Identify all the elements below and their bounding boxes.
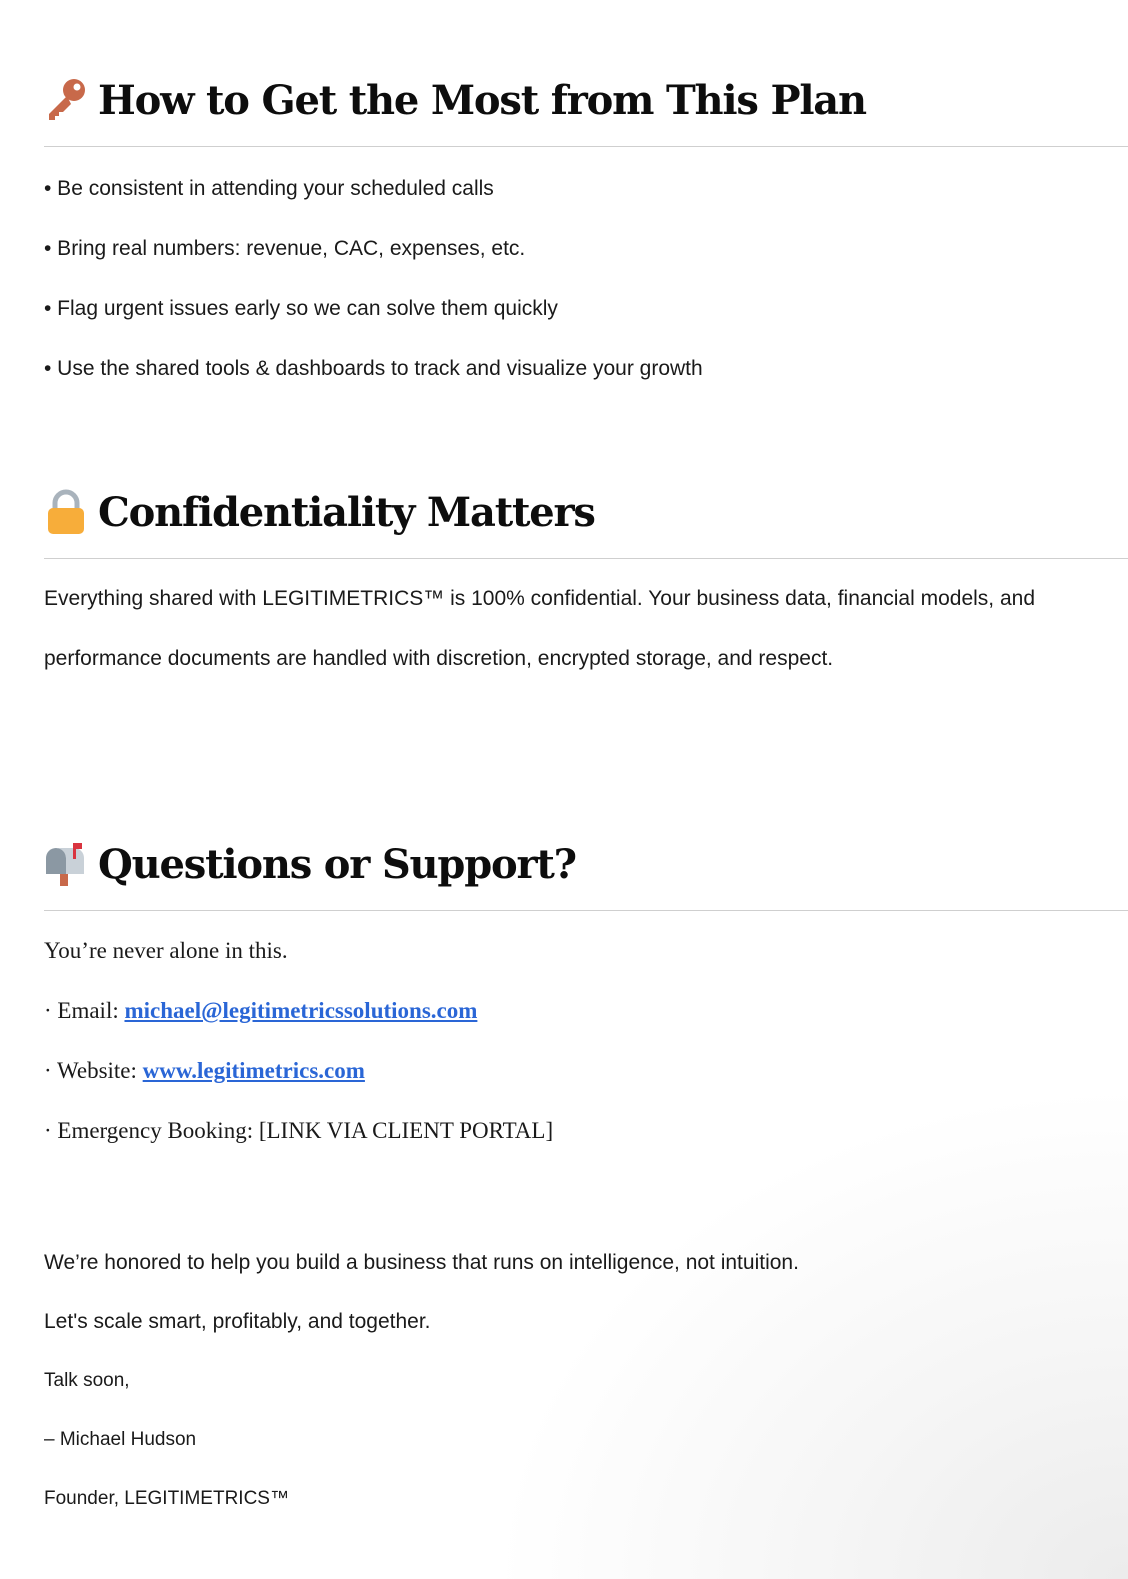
confidentiality-body: Everything shared with LEGITIMETRICS™ is 100% confidential. Your business data, financial models, and performance documents are handled with discretion, encrypted storage, and respect. [44,587,1036,670]
signature-name: – Michael Hudson [44,1429,197,1450]
website-line [44,1041,1128,1101]
list-item: • Flag urgent issues early so we can solve them quickly [44,297,558,320]
mailbox-icon [44,840,88,888]
plan-tips-section [44,70,1128,409]
confidentiality-heading [44,482,1128,542]
emergency-booking-line: · Emergency Booking: [LINK VIA CLIENT PORTAL] [44,1118,554,1143]
support-title: Questions or Support? [98,840,576,888]
website-label: · Website: [44,1058,143,1083]
support-section [44,834,1128,1161]
key-icon [44,76,88,124]
support-heading [44,834,1128,894]
closing-line-1: We’re honored to help you build a business that runs on intelligence, not intuition. [44,1251,799,1274]
email-label: · Email: [44,998,125,1023]
list-item: • Bring real numbers: revenue, CAC, expenses, etc. [44,237,526,260]
support-intro: You’re never alone in this. [44,938,288,963]
plan-tips-heading [44,70,1128,130]
list-item: • Use the shared tools & dashboards to track and visualize your growth [44,357,703,380]
email-line [44,981,1128,1041]
closing-section [44,1233,1128,1528]
confidentiality-title: Confidentiality Matters [98,488,595,536]
lock-icon [44,488,88,536]
signoff: Talk soon, [44,1370,130,1391]
signature-role: Founder, LEGITIMETRICS™ [44,1488,289,1509]
email-link[interactable]: michael@legitimetricssolutions.com [124,998,478,1023]
section-divider [44,146,1128,147]
section-divider [44,558,1128,559]
list-item: • Be consistent in attending your scheduled calls [44,177,494,200]
plan-tips-title: How to Get the Most from This Plan [98,76,866,124]
support-details [44,921,1128,1161]
closing-line-2: Let's scale smart, profitably, and together. [44,1310,431,1333]
plan-tips-list [44,169,1128,409]
section-divider [44,910,1128,911]
confidentiality-section [44,482,1128,689]
website-link[interactable]: www.legitimetrics.com [142,1058,365,1083]
